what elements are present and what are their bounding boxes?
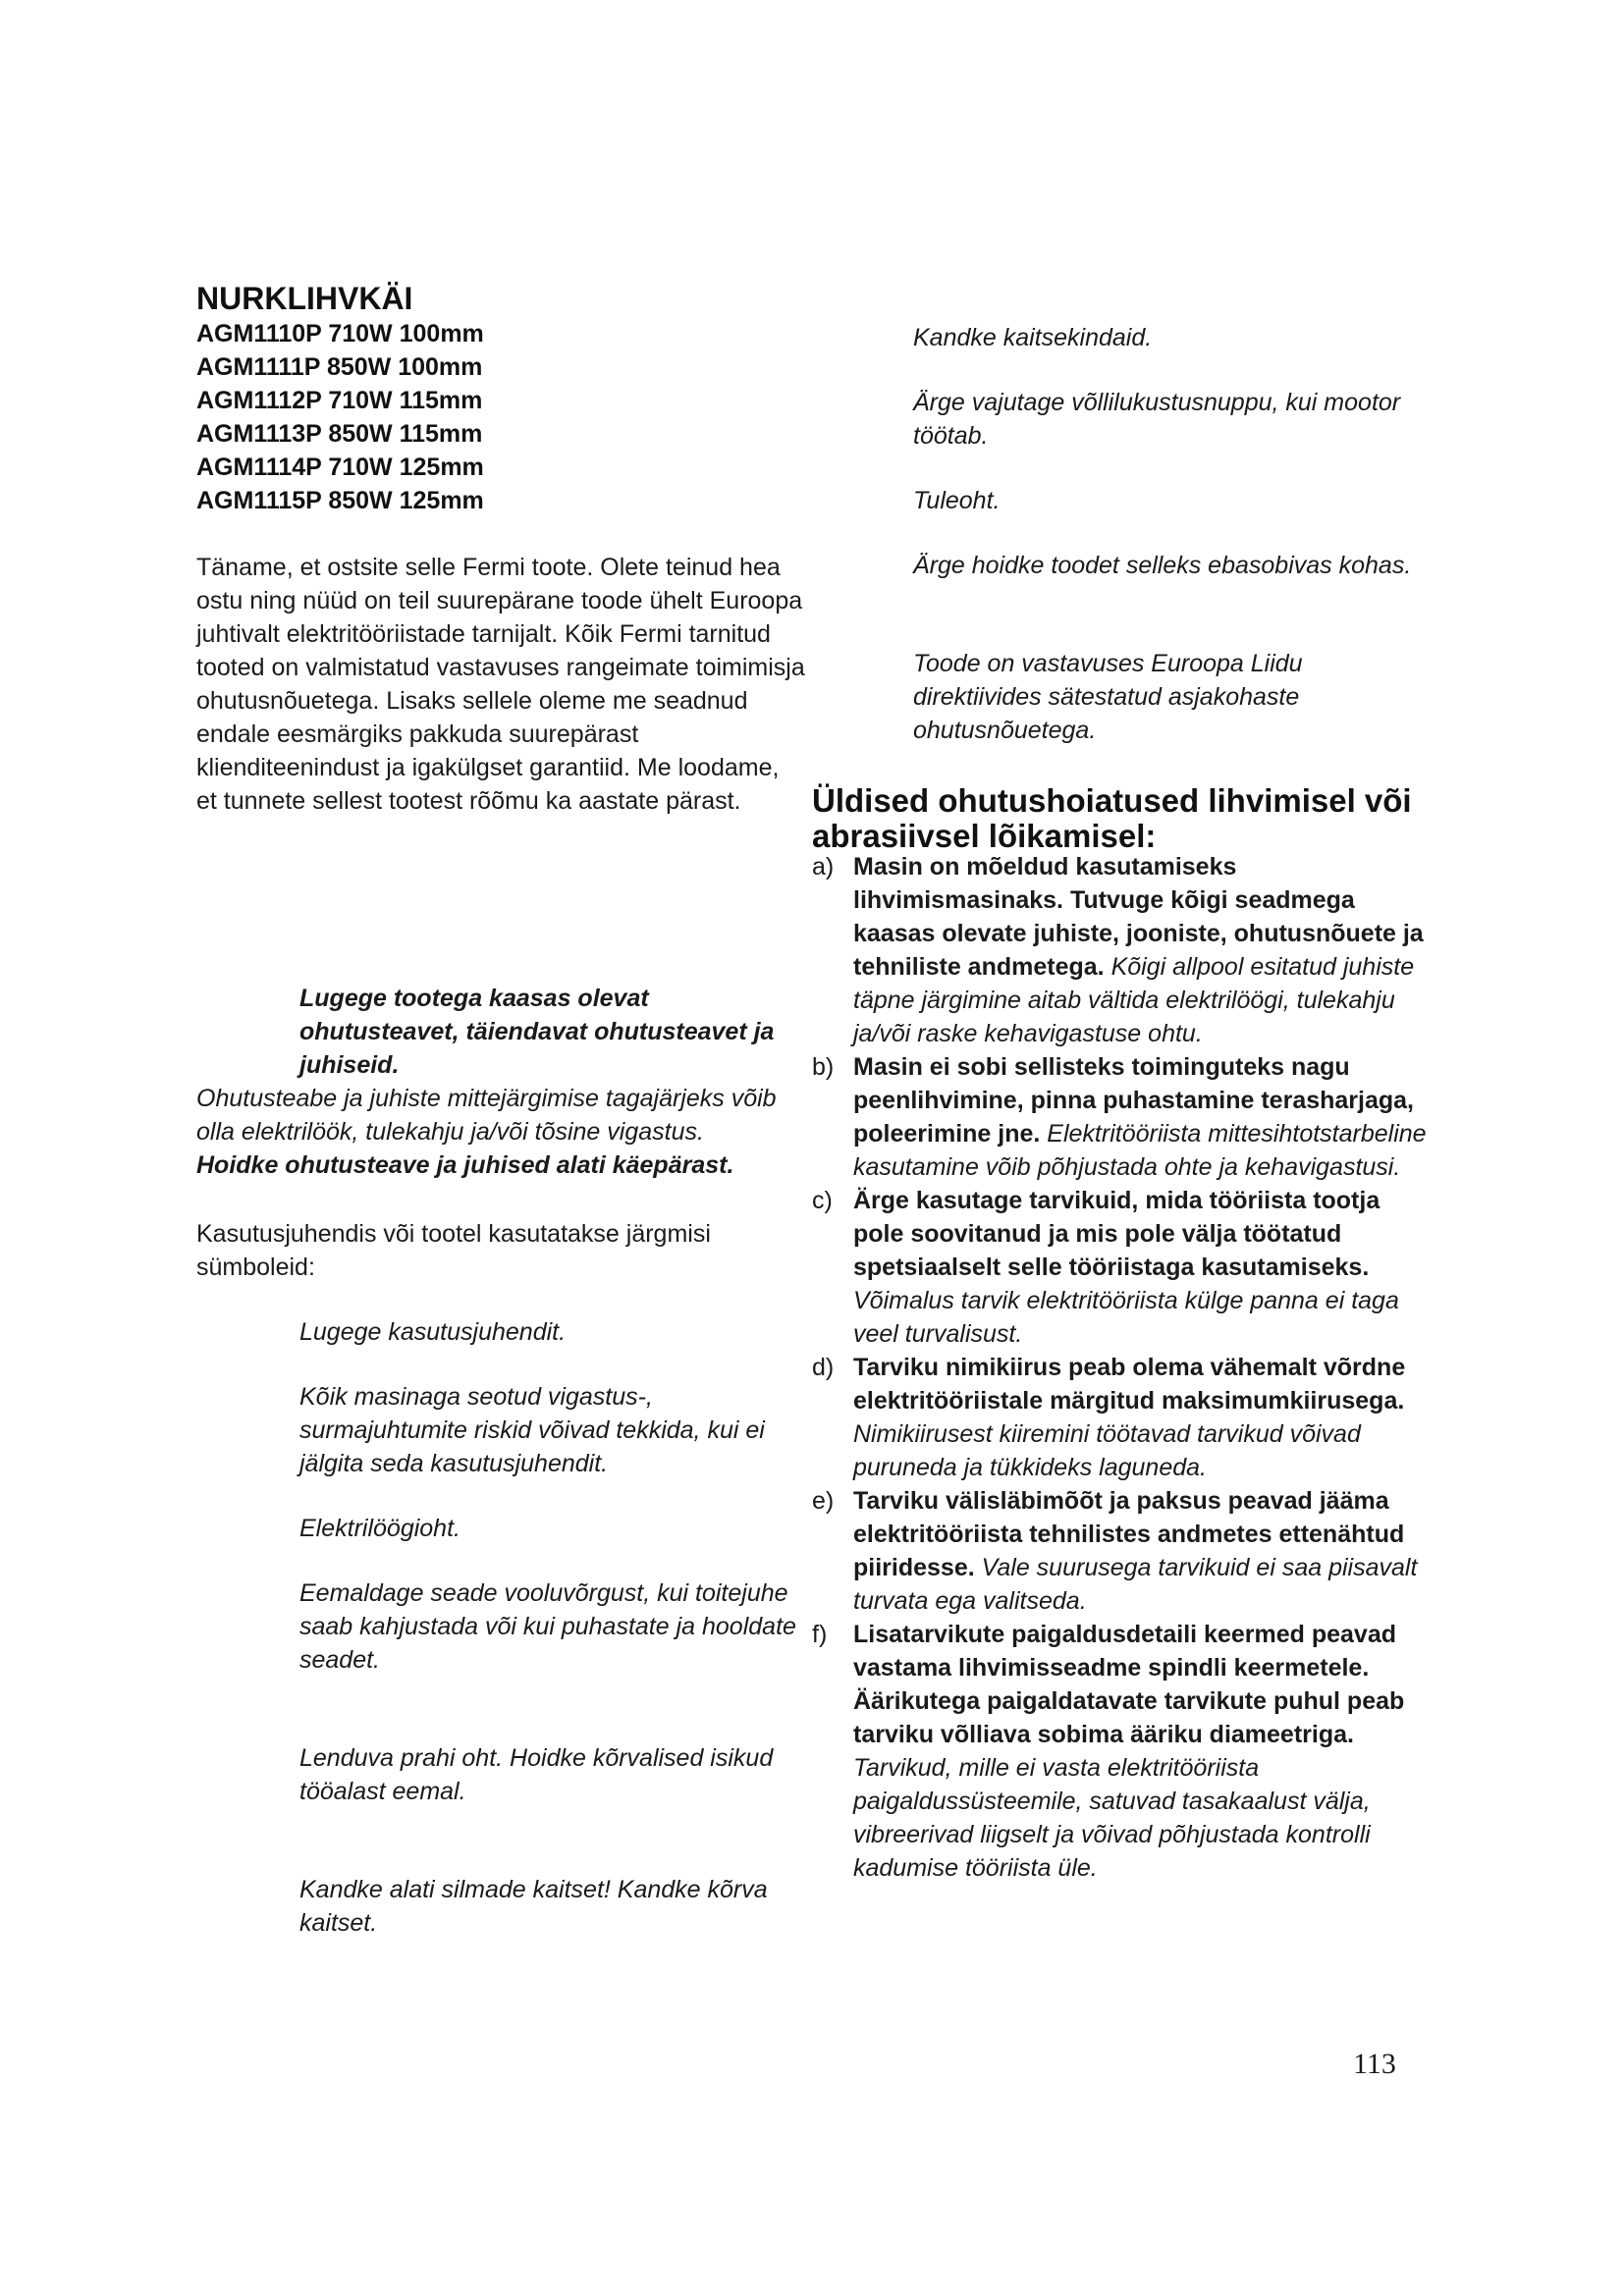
page-number: 113 [1353, 2048, 1396, 2080]
page-title: NURKLIHVKÄI [196, 281, 413, 316]
list-item-italic: Võimalus tarvik elektritööriista külge panna ei taga veel turvalisust. [853, 1287, 1399, 1348]
list-item-bold: Masin on mõeldud kasutamiseks lihvimismasinaks. Tutvuge kõigi seadmega kaasas olevate juhiste, jooniste, ohutusnõuete ja tehniliste andmetega. [853, 853, 1424, 981]
list-item-bold: Ärge kasutage tarvikuid, mida tööriista tootja pole soovitanud ja mis pole välja töötatud spetsiaalselt selle tööriistaga kasutamiseks. [853, 1187, 1380, 1281]
warning-text: Ohutusteabe ja juhiste mittejärgimise tagajärjeks võib olla elektrilöök, tulekahju ja/või tõsine vigastus. [196, 1085, 777, 1146]
model-item: AGM1111P 850W 100mm [196, 353, 483, 381]
symbol-fire-hazard: Tuleoht. [913, 487, 1001, 514]
list-item-italic: Nimikiirusest kiiremini töötavad tarvikud võivad puruneda ja tükkideks laguneda. [853, 1420, 1361, 1481]
symbols-intro: Kasutusjuhendis või tootel kasutatakse järgmisi sümboleid: [196, 1220, 711, 1281]
list-item-italic: Kõigi allpool esitatud juhiste täpne järgimine aitab vältida elektrilöögi, tulekahju ja/või raske kehavigastuse ohtu. [853, 953, 1415, 1047]
header-block [196, 280, 805, 517]
model-item: AGM1114P 710W 125mm [196, 454, 484, 481]
list-item [812, 1050, 1431, 1184]
list-item [812, 1184, 1431, 1351]
list-item [812, 1618, 1431, 1885]
list-marker: c) [812, 1187, 833, 1214]
list-item [812, 850, 1431, 1050]
symbol-spindle-lock: Ärge vajutage võllilukustusnuppu, kui mootor töötab. [913, 389, 1401, 450]
list-marker: d) [812, 1354, 835, 1381]
warning-bold: Lugege tootega kaasas olevat ohutusteavet, täiendavat ohutusteavet ja juhiseid. [299, 985, 775, 1079]
list-marker: e) [812, 1487, 835, 1515]
section-title: Üldised ohutushoiatused lihvimisel või abrasiivsel lõikamisel: [812, 782, 1412, 854]
list-item [812, 1484, 1431, 1618]
symbol-flying-debris: Lenduva prahi oht. Hoidke kõrvalised isikud tööalast eemal. [299, 1744, 774, 1805]
safety-warning [196, 982, 805, 1182]
list-marker: a) [812, 853, 835, 881]
warning-keep: Hoidke ohutusteave ja juhised alati käepärast. [196, 1151, 734, 1179]
list-item-bold: Masin ei sobi sellisteks toiminguteks nagu peenlihvimine, pinna puhastamine terasharjaga, poleerimine jne. [853, 1053, 1414, 1148]
list-item-italic: Vale suurusega tarvikuid ei saa piisavalt turvata ega valitseda. [853, 1554, 1418, 1615]
symbol-storage: Ärge hoidke toodet selleks ebasobivas kohas. [913, 552, 1412, 579]
symbol-electric-shock: Elektrilöögioht. [299, 1515, 460, 1542]
list-item-italic: Tarvikud, mille ei vasta elektritööriista paigaldussüsteemile, satuvad tasakaalust välja, vibreerivad liigselt ja võivad põhjustada kontrolli kadumise tööriista üle. [853, 1754, 1371, 1882]
symbol-unplug: Eemaldage seade vooluvõrgust, kui toitejuhe saab kahjustada või kui puhastate ja hooldate seadet. [299, 1579, 796, 1674]
intro-paragraph: Täname, et ostsite selle Fermi toote. Olete teinud hea ostu ning nüüd on teil suurepärane toode ühelt Euroopa juhtivalt elektritööriistade tarnijalt. Kõik Fermi tarnitud tooted on valmistatud vastavuses rangeimate toimimisja ohutusnõuetega. Lisaks sellele oleme me seadnud endale eesmärgiks pakkuda suurepärast klienditeenindust ja igakülgset garantiid. Me loodame, et tunnete sellest tootest rõõmu ka aastate pärast. [196, 554, 805, 815]
model-item: AGM1112P 710W 115mm [196, 387, 483, 414]
list-marker: f) [812, 1621, 828, 1648]
list-item-bold: Tarviku nimikiirus peab olema vähemalt võrdne elektritööriistale märgitud maksimumkiirusega. [853, 1354, 1406, 1415]
symbol-injury-risk: Kõik masinaga seotud vigastus-, surmajuhtumite riskid võivad tekkida, kui ei jälgita seda kasutusjuhendit. [299, 1383, 765, 1477]
model-item: AGM1113P 850W 115mm [196, 420, 483, 448]
list-item-bold: Lisatarvikute paigaldusdetaili keermed peavad vastama lihvimisseadme spindli keermetele. Äärikutega paigaldatavate tarvikute puhul peab tarviku võlliava sobima ääriku diameetriga. [853, 1621, 1405, 1748]
list-marker: b) [812, 1053, 835, 1081]
list-item-italic: Elektritööriista mittesihtotstarbeline kasutamine võib põhjustada ohte ja kehavigastusi. [853, 1120, 1427, 1181]
symbol-read-manual: Lugege kasutusjuhendit. [299, 1318, 567, 1346]
symbol-ce-conformity: Toode on vastavuses Euroopa Liidu direktiivides sätestatud asjakohaste ohutusnõuetega. [913, 650, 1303, 744]
model-item: AGM1110P 710W 100mm [196, 320, 484, 347]
list-item [812, 1351, 1431, 1484]
model-list [196, 317, 805, 517]
symbol-eye-ear-protection: Kandke alati silmade kaitset! Kandke kõrva kaitset. [299, 1876, 768, 1937]
symbol-gloves: Kandke kaitsekindaid. [913, 324, 1153, 351]
list-item-bold: Tarviku välisläbimõõt ja paksus peavad jääma elektritööriista tehnilistes andmetes ettenähtud piiridesse. [853, 1487, 1405, 1581]
safety-list [812, 850, 1431, 1885]
model-item: AGM1115P 850W 125mm [196, 487, 484, 514]
